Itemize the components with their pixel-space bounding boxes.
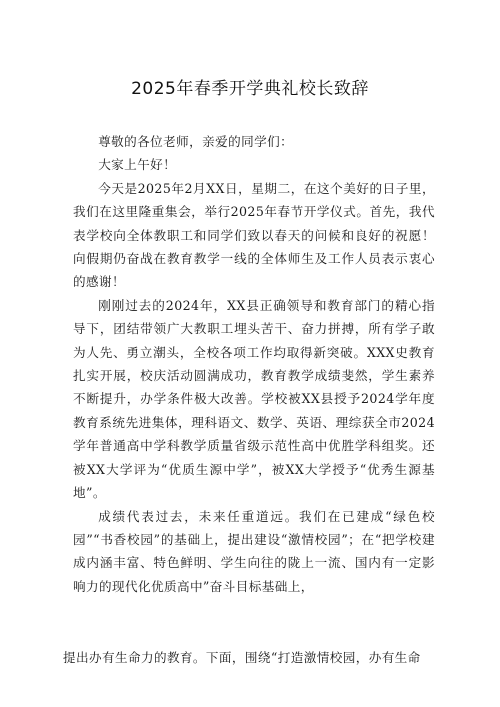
salutation-paragraph: 尊敬的各位老师，亲爱的同学们： [98,134,294,149]
body-paragraph-1: 今天是2025年2月XX日，星期二，在这个美好的日子里，我们在这里隆重集会，举行2025年春节开学仪式。首先，我代表学校向全体教职工和同学们致以春天的问候和良好的祝愿！向假期仍奋战在教育教学一线的全体师生及工作人员表示衷心的感谢！ [73,180,435,290]
page-title: 2025年春季开学典礼校长致辞 [131,79,369,99]
body-paragraph-3: 成绩代表过去，未来任重道远。我们在已建成“绿色校园”“书香校园”的基础上，提出建设“激情校园”；在“把学校建成内涵丰富、特色鲜明、学生向往的陇上一流、国内有一定影响力的现代化优质高中”奋斗目标基础上， [73,508,435,594]
greeting-paragraph: 大家上午好！ [98,157,177,173]
body-paragraph-2: 刚刚过去的2024年，XX县正确领导和教育部门的精心指导下，团结带领广大教职工埋头苦干、奋力拼搏，所有学子敢为人先、勇立潮头，全校各项工作均取得新突破。XXX史教育扎实开展，校庆活动圆满成功，教育教学成绩斐然，学生素养不断提升，办学条件极大改善。学校被XX县授予2024学年度教育系统先进集体，理科语文、数学、英语、理综获全市2024学年普通高中学科教学质量省级示范性高中优胜学科组奖。还被XX大学评为“优质生源中学”，被XX大学授予“优秀生源基地”。 [73,297,435,501]
tail-paragraph: 提出办有生命力的教育。下面，围绕“打造激情校园，办有生命 [63,650,421,665]
document-body [73,130,435,598]
